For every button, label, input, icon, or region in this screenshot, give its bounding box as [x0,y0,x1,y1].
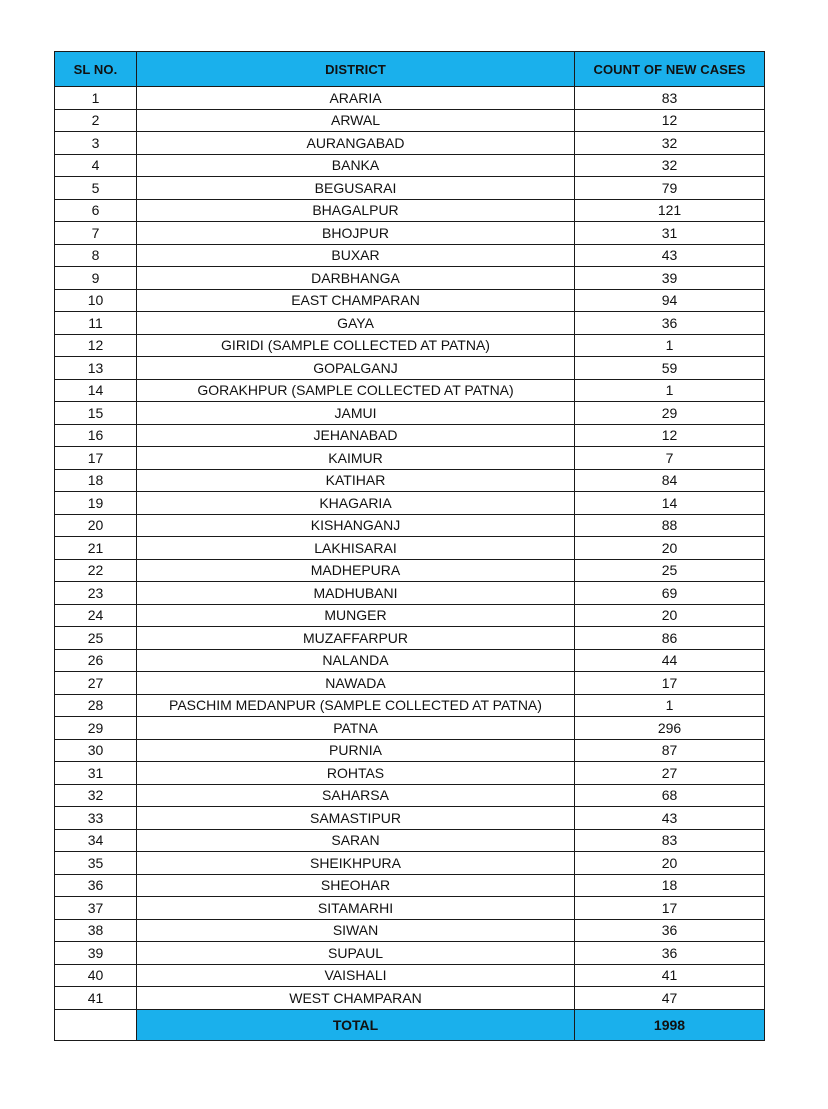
cell-count: 44 [575,649,765,672]
table-row [55,807,765,830]
cell-count: 1 [575,379,765,402]
cell-count: 29 [575,402,765,425]
cell-district: ARWAL [137,109,575,132]
cell-count: 84 [575,469,765,492]
cell-sl-no: 20 [55,514,137,537]
cell-sl-no: 13 [55,357,137,380]
header-district: DISTRICT [137,52,575,87]
cell-district: SARAN [137,829,575,852]
table-row [55,244,765,267]
cell-district: PASCHIM MEDANPUR (SAMPLE COLLECTED AT PATNA) [137,694,575,717]
header-count: COUNT OF NEW CASES [575,52,765,87]
cell-district: SHEIKHPURA [137,852,575,875]
table-header [55,52,765,87]
cell-district: PURNIA [137,739,575,762]
cell-count: 36 [575,942,765,965]
cell-district: BHOJPUR [137,222,575,245]
cell-count: 39 [575,267,765,290]
cell-count: 27 [575,762,765,785]
cell-count: 41 [575,964,765,987]
table-row [55,447,765,470]
cell-district: LAKHISARAI [137,537,575,560]
table-row [55,514,765,537]
cell-count: 12 [575,109,765,132]
cell-count: 14 [575,492,765,515]
table-row [55,424,765,447]
cell-sl-no: 11 [55,312,137,335]
cell-district: WEST CHAMPARAN [137,987,575,1010]
cell-count: 83 [575,87,765,110]
cell-sl-no: 1 [55,87,137,110]
table-row [55,672,765,695]
cell-sl-no: 41 [55,987,137,1010]
cell-district: DARBHANGA [137,267,575,290]
cell-district: EAST CHAMPARAN [137,289,575,312]
table-row [55,582,765,605]
cell-sl-no: 38 [55,919,137,942]
table-row [55,469,765,492]
table-row [55,402,765,425]
cell-count: 25 [575,559,765,582]
cell-district: GAYA [137,312,575,335]
cell-count: 18 [575,874,765,897]
cell-count: 296 [575,717,765,740]
table-body [55,87,765,1041]
table-row [55,289,765,312]
table-row [55,852,765,875]
cell-sl-no: 34 [55,829,137,852]
table-row [55,334,765,357]
cell-sl-no: 25 [55,627,137,650]
cell-count: 36 [575,919,765,942]
cell-sl-no: 16 [55,424,137,447]
table-row [55,559,765,582]
table-row [55,964,765,987]
cell-sl-no: 33 [55,807,137,830]
table-row [55,199,765,222]
cell-count: 17 [575,897,765,920]
table-row [55,919,765,942]
cell-count: 17 [575,672,765,695]
cell-count: 83 [575,829,765,852]
cell-sl-no: 27 [55,672,137,695]
cell-district: MADHEPURA [137,559,575,582]
table-row [55,627,765,650]
cell-district: BEGUSARAI [137,177,575,200]
cell-sl-no: 36 [55,874,137,897]
total-label: TOTAL [137,1009,575,1040]
cell-sl-no: 19 [55,492,137,515]
cell-sl-no: 26 [55,649,137,672]
cell-sl-no: 31 [55,762,137,785]
table-row [55,762,765,785]
cell-district: PATNA [137,717,575,740]
cell-sl-no: 14 [55,379,137,402]
cell-count: 43 [575,244,765,267]
total-blank-cell [55,1009,137,1040]
cell-count: 1 [575,334,765,357]
cell-district: KISHANGANJ [137,514,575,537]
table-row [55,109,765,132]
cell-district: GORAKHPUR (SAMPLE COLLECTED AT PATNA) [137,379,575,402]
cell-district: MUZAFFARPUR [137,627,575,650]
cell-district: VAISHALI [137,964,575,987]
table-row [55,267,765,290]
cell-count: 32 [575,132,765,155]
cell-district: MADHUBANI [137,582,575,605]
cell-sl-no: 18 [55,469,137,492]
table-row [55,87,765,110]
cell-sl-no: 12 [55,334,137,357]
cell-sl-no: 15 [55,402,137,425]
cell-sl-no: 10 [55,289,137,312]
cell-district: SAMASTIPUR [137,807,575,830]
header-sl-no: SL NO. [55,52,137,87]
cell-sl-no: 23 [55,582,137,605]
cell-count: 32 [575,154,765,177]
table-row [55,604,765,627]
cell-count: 88 [575,514,765,537]
cell-count: 47 [575,987,765,1010]
cell-count: 31 [575,222,765,245]
cell-district: GOPALGANJ [137,357,575,380]
cell-count: 87 [575,739,765,762]
cell-sl-no: 17 [55,447,137,470]
cell-district: SITAMARHI [137,897,575,920]
table-row [55,874,765,897]
cell-district: NALANDA [137,649,575,672]
table-row [55,942,765,965]
cell-district: JEHANABAD [137,424,575,447]
table-row [55,694,765,717]
cell-district: GIRIDI (SAMPLE COLLECTED AT PATNA) [137,334,575,357]
cell-district: SHEOHAR [137,874,575,897]
header-row [55,52,765,87]
table-row [55,154,765,177]
table-row [55,379,765,402]
cell-district: JAMUI [137,402,575,425]
cell-district: AURANGABAD [137,132,575,155]
cell-sl-no: 5 [55,177,137,200]
table-row [55,357,765,380]
table-row [55,312,765,335]
table-row [55,132,765,155]
cell-district: KHAGARIA [137,492,575,515]
cell-sl-no: 37 [55,897,137,920]
cell-sl-no: 22 [55,559,137,582]
cell-sl-no: 29 [55,717,137,740]
cell-count: 7 [575,447,765,470]
cell-sl-no: 9 [55,267,137,290]
cell-sl-no: 8 [55,244,137,267]
total-value: 1998 [575,1009,765,1040]
cell-sl-no: 24 [55,604,137,627]
cell-sl-no: 2 [55,109,137,132]
table-row [55,717,765,740]
table-row [55,537,765,560]
cell-sl-no: 7 [55,222,137,245]
cell-count: 20 [575,537,765,560]
cell-sl-no: 32 [55,784,137,807]
table-row [55,492,765,515]
table-row [55,784,765,807]
cell-sl-no: 4 [55,154,137,177]
table-row [55,177,765,200]
cell-count: 36 [575,312,765,335]
cell-count: 20 [575,604,765,627]
cell-count: 69 [575,582,765,605]
cell-count: 121 [575,199,765,222]
table-row [55,649,765,672]
cell-district: NAWADA [137,672,575,695]
cell-sl-no: 40 [55,964,137,987]
cell-sl-no: 6 [55,199,137,222]
cell-count: 79 [575,177,765,200]
cell-district: ROHTAS [137,762,575,785]
cell-sl-no: 28 [55,694,137,717]
cell-sl-no: 21 [55,537,137,560]
cell-sl-no: 39 [55,942,137,965]
cell-district: SUPAUL [137,942,575,965]
cell-district: KAIMUR [137,447,575,470]
cell-count: 20 [575,852,765,875]
table-row [55,222,765,245]
table-row [55,739,765,762]
cell-count: 1 [575,694,765,717]
district-cases-table [54,51,765,1041]
cell-district: KATIHAR [137,469,575,492]
cell-district: BANKA [137,154,575,177]
cell-count: 59 [575,357,765,380]
cell-district: BUXAR [137,244,575,267]
cell-sl-no: 3 [55,132,137,155]
cell-district: MUNGER [137,604,575,627]
cell-count: 43 [575,807,765,830]
table-row [55,987,765,1010]
cell-district: SAHARSA [137,784,575,807]
cell-sl-no: 35 [55,852,137,875]
table-row [55,829,765,852]
cell-count: 12 [575,424,765,447]
cell-count: 86 [575,627,765,650]
cell-count: 68 [575,784,765,807]
table-row [55,897,765,920]
cell-sl-no: 30 [55,739,137,762]
total-row [55,1009,765,1040]
cell-district: BHAGALPUR [137,199,575,222]
cell-district: ARARIA [137,87,575,110]
cell-district: SIWAN [137,919,575,942]
cell-count: 94 [575,289,765,312]
